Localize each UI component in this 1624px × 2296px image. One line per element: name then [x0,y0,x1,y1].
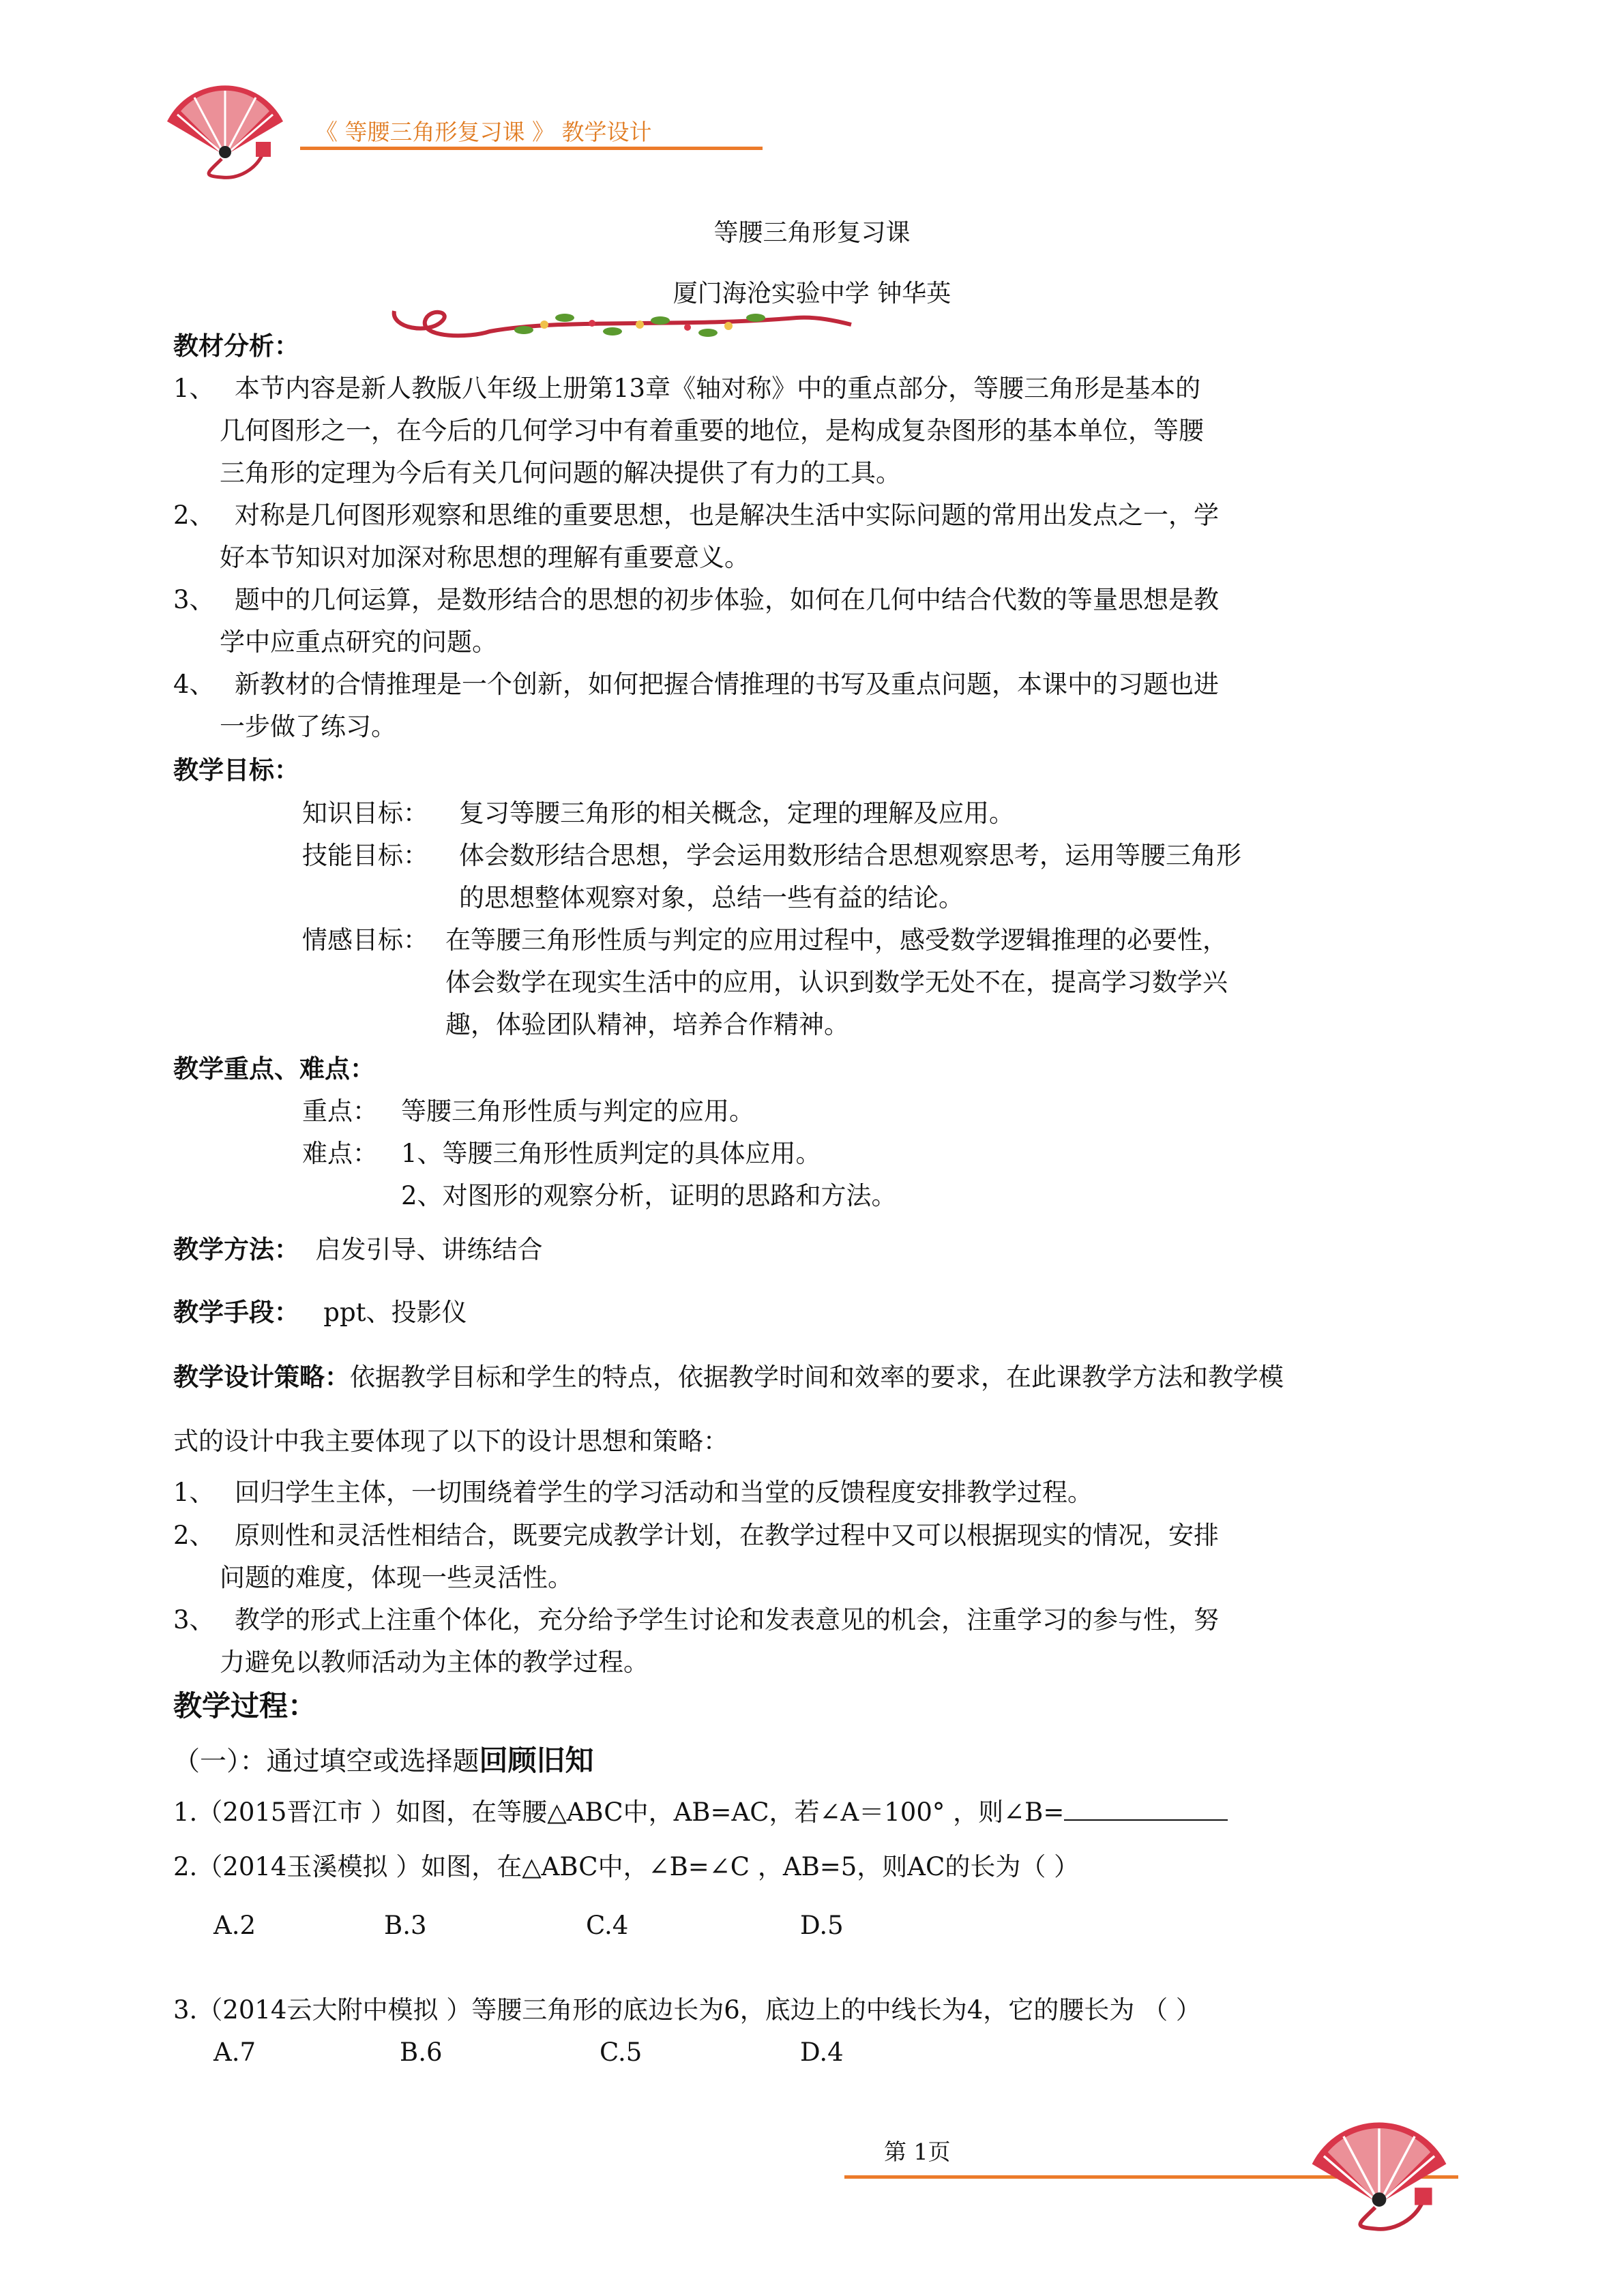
design-strategy-intro-cont: 式的设计中我主要体现了以下的设计思想和策略： [173,1427,728,1456]
list-item-cont: 几何图形之一，在今后的几何学习中有着重要的地位，是构成复杂图形的基本单位，等腰 [220,416,1204,445]
goal-emotion-label: 情感目标： [302,925,428,955]
list-item: 1、 本节内容是新人教版八年级上册第13章《轴对称》中的重点部分，等腰三角形是基本的 [173,374,1201,403]
choice: B.6 [400,2038,443,2067]
question-2: 2.（2014玉溪模拟 ）如图，在△ABC中，∠B=∠C ，AB=5，则AC的长为（ ） [173,1852,1080,1881]
list-item: 2、 对称是几何图形观察和思维的重要思想，也是解决生活中实际问题的常用出发点之一，学 [173,501,1219,530]
key-label: 重点： [302,1097,378,1126]
key-text: 等腰三角形性质与判定的应用。 [401,1097,754,1126]
page-title: 等腰三角形复习课 [713,219,911,247]
goal-skill-text: 体会数形结合思想，学会运用数形结合思想观察思考，运用等腰三角形 [459,841,1241,870]
teaching-method: 教学方法： 启发引导、讲练结合 [173,1235,543,1264]
question-1: 1.（2015晋江市 ）如图，在等腰△ABC中，AB=AC，若∠A＝100° ，则∠B= [173,1798,1228,1828]
goal-skill-label: 技能目标： [302,841,428,870]
heading-key-points: 教学重点、难点： [173,1054,375,1084]
goal-emotion-text: 体会数学在现实生活中的应用，认识到数学无处不在，提高学习数学兴 [445,968,1228,997]
list-item: 2、 原则性和灵活性相结合，既要完成教学计划，在教学过程中又可以根据现实的情况，安排 [173,1521,1219,1550]
difficulty-item: 2、对图形的观察分析，证明的思路和方法。 [401,1181,897,1210]
goal-knowledge-text: 复习等腰三角形的相关概念，定理的理解及应用。 [459,799,1014,828]
question-3: 3.（2014云大附中模拟 ）等腰三角形的底边长为6，底边上的中线长为4，它的腰长为 （ ） [173,1995,1201,2025]
heading-material-analysis: 教材分析： [173,331,299,361]
decorative-vine [387,297,858,346]
fan-logo-header [160,74,290,183]
list-item: 3、 题中的几何运算，是数形结合的思想的初步体验，如何在几何中结合代数的等量思想是教 [173,585,1219,614]
heading-teaching-process: 教学过程： [173,1689,317,1723]
answer-blank [1064,1799,1228,1821]
list-item-cont: 好本节知识对加深对称思想的理解有重要意义。 [220,543,750,572]
choice: C.4 [586,1911,629,1940]
list-item: 3、 教学的形式上注重个体化，充分给予学生讨论和发表意见的机会，注重学习的参与性，努 [173,1605,1219,1635]
choice: D.5 [800,1911,844,1940]
choice: C.5 [600,2038,643,2067]
process-subheading: （一）：通过填空或选择题回顾旧知 [173,1744,594,1777]
difficulty-item: 1、等腰三角形性质判定的具体应用。 [401,1139,821,1168]
goal-skill-text: 的思想整体观察对象，总结一些有益的结论。 [459,883,964,912]
difficulty-label: 难点： [302,1139,378,1168]
choice: D.4 [800,2038,844,2067]
author-line: 厦门海沧实验中学 钟华英 [673,280,951,308]
goal-emotion-text: 在等腰三角形性质与判定的应用过程中，感受数学逻辑推理的必要性， [445,925,1228,955]
heading-teaching-goals: 教学目标： [173,756,299,785]
header-rule [300,147,763,150]
page-number: 第 1页 [884,2138,951,2165]
header-title: 《 等腰三角形复习课 》 教学设计 [315,119,652,145]
list-item: 1、 回归学生主体，一切围绕着学生的学习活动和当堂的反馈程度安排教学过程。 [173,1478,1093,1507]
list-item-cont: 三角形的定理为今后有关几何问题的解决提供了有力的工具。 [220,458,901,488]
list-item-cont: 一步做了练习。 [220,712,396,741]
design-strategy-intro: 教学设计策略：依据教学目标和学生的特点，依据教学时间和效率的要求，在此课教学方法和教学模 [173,1362,1284,1392]
choice: A.2 [213,1911,256,1940]
goal-emotion-text: 趣，体验团队精神，培养合作精神。 [445,1010,849,1039]
teaching-means: 教学手段： ppt、投影仪 [173,1298,467,1327]
fan-logo-footer [1304,2107,1454,2237]
list-item-cont: 力避免以教师活动为主体的教学过程。 [220,1648,649,1677]
choice: A.7 [213,2038,256,2067]
list-item: 4、 新教材的合情推理是一个创新，如何把握合情推理的书写及重点问题，本课中的习题也进 [173,670,1219,699]
choice: B.3 [384,1911,427,1940]
goal-knowledge-label: 知识目标： [302,799,428,828]
list-item-cont: 学中应重点研究的问题。 [220,627,497,657]
list-item-cont: 问题的难度，体现一些灵活性。 [220,1563,573,1592]
